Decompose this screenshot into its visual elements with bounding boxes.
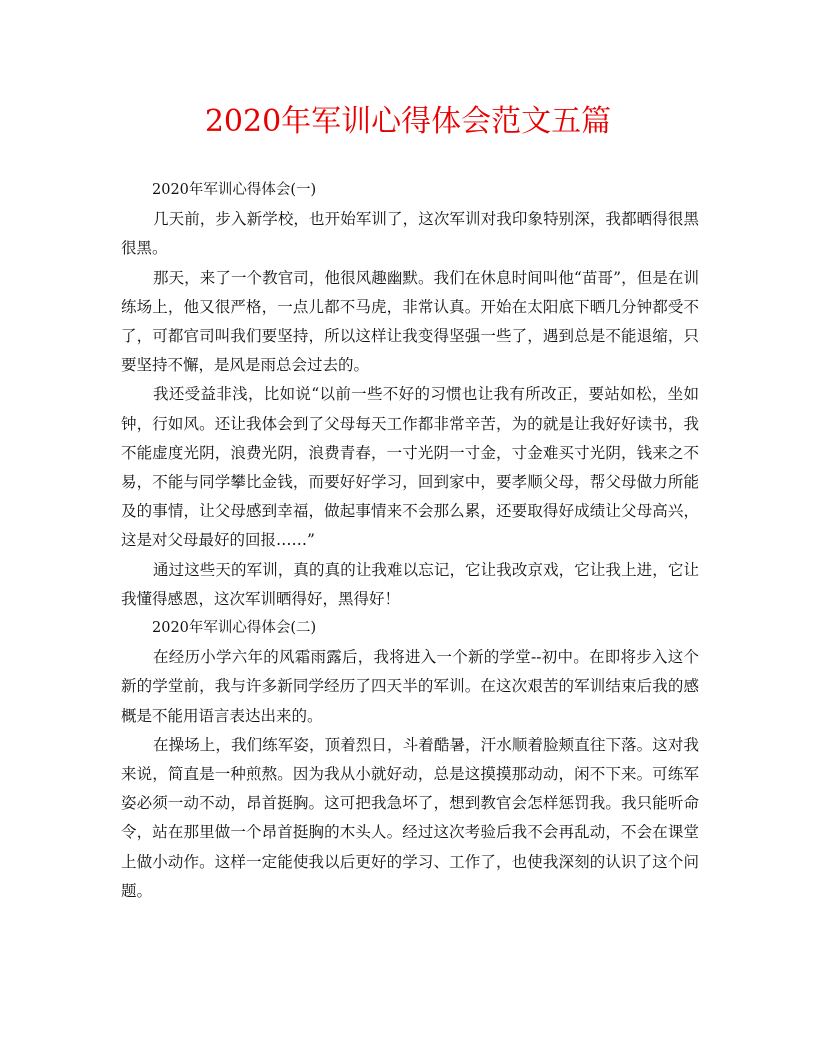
body-paragraph: 在操场上，我们练军姿，顶着烈日，斗着酷暑，汗水顺着脸颊直往下落。这对我来说，简直是一种煎熬。因为我从小就好动，总是这摸摸那动动，闲不下来。可练军姿必须一动不动，昂首挺胸。这可把我急坏了，想到教官会怎样惩罚我。我只能听命令，站在那里做一个昂首挺胸的木头人。经过这次考验后我不会再乱动，不会在课堂上做小动作。这样一定能使我以后更好的学习、工作了，也使我深刻的认识了这个问题。 (121, 735, 699, 900)
body-paragraph: 我还受益非浅，比如说“以前一些不好的习惯也让我有所改正，要站如松，坐如钟，行如风。还让我体会到了父母每天工作都非常辛苦，为的就是让我好好读书，我不能虚度光阴，浪费光阴，浪费青春，一寸光阴一寸金，寸金难买寸光阴，钱来之不易，不能与同学攀比金钱，而要好好学习，回到家中，要孝顺父母，帮父母做力所能及的事情，让父母感到幸福，做起事情来不会那么累，还要取得好成绩让父母高兴，这是对父母最好的回报……” (121, 385, 699, 550)
section-heading-1: 2020年军训心得体会(一) (152, 182, 317, 198)
document-body (121, 176, 699, 906)
document-title: 2020年军训心得体会范文五篇 (204, 104, 612, 139)
body-paragraph: 几天前，步入新学校，也开始军训了，这次军训对我印象特别深，我都晒得很黑很黑。 (121, 210, 699, 258)
body-paragraph: 通过这些天的军训，真的真的让我难以忘记，它让我改京戏，它让我上进，它让我懂得感恩，这次军训晒得好，黑得好！ (121, 560, 699, 608)
body-paragraph: 在经历小学六年的风霜雨露后，我将进入一个新的学堂--初中。在即将步入这个新的学堂前，我与许多新同学经历了四天半的军训。在这次艰苦的军训结束后我的感概是不能用语言表达出来的。 (121, 648, 699, 725)
section-heading-2: 2020年军训心得体会(二) (152, 620, 317, 637)
body-paragraph: 那天，来了一个教官司，他很风趣幽默。我们在休息时间叫他“苗哥”，但是在训练场上，他又很严格，一点儿都不马虎，非常认真。开始在太阳底下晒几分钟都受不了，可都官司叫我们要坚持，所以这样让我变得坚强一些了，遇到总是不能退缩，只要坚持不懈，是风是雨总会过去的。 (121, 268, 699, 375)
